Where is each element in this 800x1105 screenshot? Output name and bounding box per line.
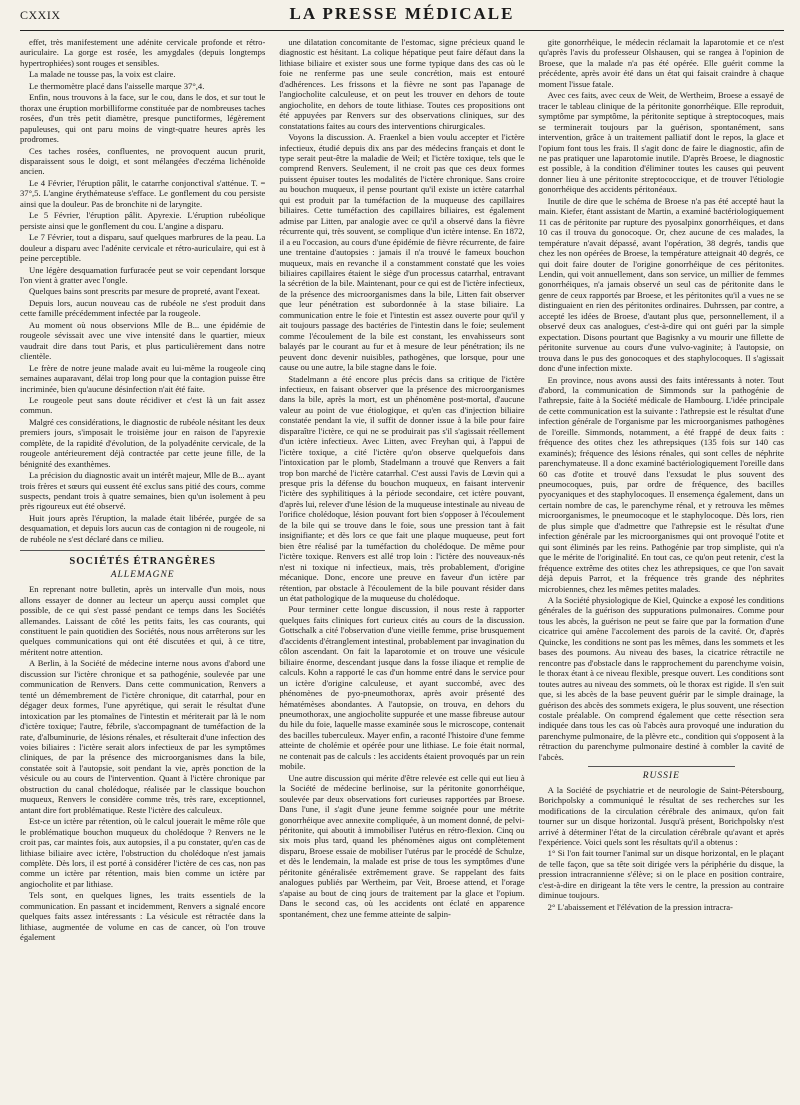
paragraph: Tels sont, en quelques lignes, les traits essentiels de la communication. En passant et incidemment, Renvers a signalé encore quelques faits assez intéressants : La vésicule est rétractée dans la lithiase, augmentée de volume en cas de cancer, où l'on trouve également [20, 890, 266, 943]
paragraph: Avec ces faits, avec ceux de Weit, de Wertheim, Broese a essayé de tracer le tableau clinique de la péritonite gonorrhéique. Elle reproduit, symptôme par symptôme, la péritonite septique à streptocoques, mais se terminerait toujours par la guérison, spontanément, sans intervention, grâce à un traitement palliatif dont le repos, la glace et l'opium font tous les frais. Il s'agit donc de faire le diagnostic, afin de ne pas pratiquer une laparotomie inutile. D'après Broese, le diagnostic est possible, à la condition d'éliminer toutes les causes qui peuvent donner lieu à une péritonite streptococcique, et de trouver l'étiologie gonorrhéique des accidents péritonéaux. [538, 90, 784, 195]
paragraph: Une autre discussion qui mérite d'être relevée est celle qui eut lieu à la Société de médecine berlinoise, sur la péritonite gonorrhéique, soulevée par deux observations fort curieuses rapportées par Broese. Dans l'une, il s'agit d'une jeune femme soignée pour une métrite gonorrhéique avec annexite compliquée, à un moment donné, de pelvi-péritonite, qui aboutit à immobiliser l'utérus en rétro-flexion. Cinq ou six mois plus tard, quand les phénomènes aigus ont complètement disparu, Broese essaie de mobiliser l'utérus par le procédé de Schulze, et dès le lendemain, la malade est prise de tous les symptômes d'une péritonite généralisée extrêmement grave. Se rappelant des faits analogues publiés par Wertheim, par Veit, Broese attend, et l'orage s'apaise au bout de cinq jours de traitement par la glace et l'opium. Dans le second cas, où les accidents ont éclaté en apparence spontanément, chez une femme atteinte de salpin- [279, 772, 525, 919]
paragraph: Malgré ces considérations, le diagnostic de rubéole nésitant les deux premiers jours, s'imposait le troisième jour en raison de l'apyrexie complète, de la rapidité d'évolution, de la polyadénite cervicale, de la rougeole antérieurement déjà contractée par cette jeune fille, de la bénignité des exanthèmes. [20, 416, 266, 469]
paragraph: Le frère de notre jeune malade avait eu lui-même la rougeole cinq semaines auparavant, délai trop long pour que la contagion puisse être incriminée, bien qu'aucune désinfection n'ait été faite. [20, 362, 266, 394]
journal-title: LA PRESSE MÉDICALE [289, 4, 515, 23]
paragraph: gite gonorrhéique, le médecin réclamait la laparotomie et ce n'est qu'après l'avis du professeur Olshausen, qui se rangea à l'opinion de Broese, que la malade n'a pas été opérée. Elle guérit comme la précédente, après avoir été dans un état qui faisait craindre à chaque moment l'issue fatale. [538, 37, 784, 89]
paragraph: A la Société physiologique de Kiel, Quincke a exposé les conditions générales de la guérison des suppurations pulmonaires. Comme pour tous les abcès, la guérison ne peut se faire que par la formation d'une cicatrice qui amène l'accolement des parois de la cavité. Or, d'après Quincke, les conditions ne sont pas les mêmes, dans les sommets et les bases des poumons. Au niveau des bases, la cicatrice rétractile ne rencontre pas d'obstacle dans le rapprochement du parenchyme voisin, le thorax étant à ce niveau flexible, presque ouvert. Les conditions sont toutes autres au niveau des sommets, où le thorax est rigide. Il s'en suit que, si les abcès de la base peuvent guérir par le simple drainage, la guérison des abcès des sommets exigera, le plus souvent, une résection costale préalable. On comprend également que cette résection sera indiquée dans tous les cas où l'abcès aura provoqué une induration du parenchyme pulmonaire, de la plèvre etc., condition qui s'opposent à la rétraction du parenchyme pulmonaire destiné à combler la cavité de l'abcès. [538, 595, 784, 762]
paragraph: La malade ne tousse pas, la voix est claire. [29, 69, 176, 80]
paragraph: En province, nous avons aussi des faits intéressants à noter. Tout d'abord, la communication de Simmonds sur la pathogénie de l'athrepsie, faite à la Société médicale de Hambourg. L'idée principale de cette communication est la suivante : l'athrepsie est le résultat d'une infection générale de l'organisme par les microorganismes pathogènes de l'oreille. Simmonds, notamment, a été frappé de deux faits : fréquence des otites chez les athrepsiques (135 fois sur 140 cas examinés); fréquence des lésions rénales, qui sont celles de néphrite parenchymateuse. Il a donc examiné bactériologiquement l'oreille dans 60 cas d'otite et trouvé dans l'exsudat le plus souvent des pneumocoques, puis, par ordre de fréquence, des bacilles pyocyaniques et des staphylocoques. Il ensemença également, dans un certain nombre de cas, le parenchyme rénal, et y retrouva les mêmes microorganismes, le pneumocoque et le staphylocoque. Dès lors, rien de plus simple que d'admettre que l'athrepsie est le résultat d'une infection générale par les microorganismes qui ont provoqué l'otite et qui sont éliminés par les reins. Pathogénie par trop simpliste, qui n'a que le mérite de l'originalité. En tout cas, ce qu'on peut retenir, c'est la fréquence extrême des otites chez les athrepsiques, ce que l'on savait déjà depuis Parrot, et la fréquence très grande des néphrites microbiennes, chez les mêmes petites malades. [538, 374, 784, 594]
paragraph: Le thermomètre placé dans l'aisselle marque 37°,4. [29, 80, 205, 91]
page-header [20, 4, 784, 31]
column-3 [539, 37, 784, 1097]
column-2-text [279, 37, 524, 919]
paragraph: Voyons la discussion. A. Fraenkel a bien voulu accepter et l'ictère infectieux, étudié depuis dix ans par des médecins français et dont le type serait peut-être la maladie de Weil; et l'ictère toxique, tels que le comprend Renvers. Seulement, il ne croit pas que ces deux formes puissent épuiser toutes les modalités de l'ictère chronique. Sans croire au bouchon muqueux, il pense pourtant qu'il existe un ictère catarrhal qui est produit par la tuméfaction de la muqueuse des capillaires biliaires. Cette tuméfaction des capillaires biliaires, est également admise par Litten, par analogie avec ce qu'il a observé dans la fièvre récurrente qui, très souvent, se complique d'un ictère intense. En 1872, il a eu l'occasion, au cours d'une épidémie de fièvre récurrente, de faire une trentaine d'autopsies : jamais il n'a trouvé le fameux bouchon muqueux, mais en revanche il a constamment constaté que les voies biliaires capillaires étaient le siège d'un processus catarrhal, entravant la sécrétion de la bile. Maintenant, pour ce qui est de l'ictère infectieux, de la présence des microorganismes dans la bile, Litten fait observer que leur pénétration est subordonnée à la stase biliaire. La communication entre le foie et l'intestin est assez ouverte pour qu'il y ait toujours passage des bactéries de l'intestin dans le foie; seulement comme l'écoulement de la bile est constant, les envahisseurs sont balayés par le courant au fur et à mesure de leur pénétration; ils ne peuvent donc devenir nuisibles, pathogènes, que lorsque, pour une cause ou une autre, la bile stagne dans le foie. [279, 132, 525, 373]
paragraph: Enfin, nous trouvons à la face, sur le cou, dans le dos, et sur tout le thorax une éruption morbilliforme constituée par de nombreuses taches rosées, d'un très petit diamètre, presque punctiformes, légèrement papuleuses, qui ont paru moins de vingt-quatre heures après les prodromes. [20, 92, 266, 145]
paragraph: 1° Si l'on fait tourner l'animal sur un disque horizontal, en le plaçant de telle façon, que sa tête soit dirigée vers la périphérie du disque, la pression intracrannienne s'élève; si on le place en position contraire, c'est-à-dire en dirigeant la tête vers le centre, la pression au contraire diminue toujours. [538, 848, 784, 901]
paragraph: 2° L'abaissement et l'élévation de la pression intracra- [547, 901, 733, 912]
section-divider [588, 766, 735, 767]
paragraph: Depuis lors, aucun nouveau cas de rubéole ne s'est produit dans cette famille précédemment infectée par la rougeole. [20, 297, 266, 319]
column-1 [20, 37, 265, 1097]
paragraph: effet, très manifestement une adénite cervicale profonde et rétro-auriculaire. La gorge est rosée, les amygdales (depuis longtemps hypertrophiées) sont rouges et sensibles. [20, 37, 266, 68]
paragraph: une dilatation concomitante de l'estomac, signe précieux quand le diagnostic est hésitant. La colique hépatique peut faire défaut dans la lithiase biliaire et exister sous une forme typique dans des cas où le foie ne renferme pas une seule concrétion, mais est entouré d'adhérences. Les frissons et la fièvre ne sont pas l'apanage de l'angiocholite calculeuse, et on peut les trouver en dehors de toute angiocholite, en dehors de toute lithiase. Toutes ces propositions ont été appuyées par Renvers sur des observations cliniques, sur des constatations faites au cours des interventions chirurgicales. [279, 37, 525, 131]
paragraph: Au moment où nous observions Mlle de B... une épidémie de rougeole sévissait avec une vive intensité dans le quartier, mieux vaudrait dire dans tout Paris, et plus particulièrement dans notre clientèle. [20, 319, 266, 362]
paragraph: Est-ce un ictère par rétention, où le calcul jouerait le même rôle que le problématique bouchon muqueux du cholédoque ? Renvers ne le croit pas, car maintes fois, aux autopsies, il a pu constater, qu'en cas de lithiase biliaire avec ictère, l'obstruction du cholédoque n'est jamais complète. Dès lors, il est porté à considérer l'ictère de ces cas, non pas comme un ictère par rétention, mais bien comme un ictère par angiocholite et par lithiase. [20, 816, 266, 889]
column-3-bottom-text [539, 785, 784, 912]
paragraph: A Berlin, à la Société de médecine interne nous avons d'abord une discussion sur l'ictère chronique et sa pathogénie, soulevée par une communication de Renvers. Dans cette communication, Renvers a tenté un démembrement de l'ictère chronique, dit catarrhal, pour en dégager deux formes, l'une apyrétique, qui serait le résultat d'une intoxication par les ptomaïnes de l'intestin et mériterait par là le nom d'ictère toxique; l'autre, fébrile, s'accompagnant de tuméfaction de la rate, d'albuminurie, de lésions rénales, et résulterait d'une infection des voies biliaires : l'ictère serait alors infectieux de par les symptômes cliniques, de par la présence des microorganismes dans la bile, constatée soit à l'autopsie, soit pendant la vie, après ponction de la vésicule ou au cours de l'intervention. Quant à l'ictère chronique par obstruction du canal cholédoque, réalisée par le classique bouchon muqueux, Renvers le considère comme très, très rare, exceptionnel, antant dire fort problématique. Reste l'ictère des calculeux. [20, 658, 266, 815]
paragraph: Le 7 Février, tout a disparu, sauf quelques marbrures de la peau. La douleur a disparu avec l'adénite cervicale et rétro-auriculaire, qui est à peine perceptible. [20, 232, 266, 264]
paragraph: Une légère desquamation furfuracée peut se voir cependant lorsque l'on vient à gratter avec l'ongle. [20, 264, 266, 285]
paragraph: A la Société de psychiatrie et de neurologie de Saint-Pétersbourg, Borichpolsky a communiqué le résultat de ses recherches sur les modifications de la circulation cérébrale des animaux, qu'on fait tourner sur un disque horizontal. Jusqu'à présent, Borichpolsky n'est arrivé à déterminer l'état de la circulation cérébrale qu'avant et après l'expérience. Voici quels sont les résultats qu'il a obtenus : [538, 784, 784, 847]
paragraph: La précision du diagnostic avait un intérêt majeur, Mlle de B... ayant trois frères et sœurs qui eussent été exclus sans pitié des cours, comme suspects, pendant trois à quatre semaines, bien qu'un isolement à peu près rigoureux eut été observé. [20, 470, 266, 512]
section-subtitle-russie: RUSSIE [642, 771, 680, 782]
column-1-top-text [20, 37, 265, 544]
paragraph: Le 4 Février, l'éruption pâlit, le catarrhe conjonctival s'atténue. T. = 37°,5. L'angine érythémateuse s'efface. Le gonflement du cou persiste ainsi que la douleur. Pas de bronchite ni de laryngite. [20, 177, 266, 209]
page-number: CXXIX [20, 8, 61, 22]
paragraph: Le rougeole peut sans doute récidiver et c'est là un fait assez commun. [20, 394, 266, 416]
paragraph: Quelques bains sont prescrits par mesure de propreté, avant l'exeat. [29, 286, 260, 297]
section-title: SOCIÉTÉS ÉTRANGÈRES [20, 550, 265, 567]
column-2 [279, 37, 524, 1097]
paragraph: Le 5 Février, l'éruption pâlit. Apyrexie. L'éruption rubéolique persiste ainsi que le gonflement du cou. L'angine a disparu. [20, 210, 266, 231]
paragraph: En reprenant notre bulletin, après un intervalle d'un mois, nous allons essayer de donner au lecteur un aperçu aussi complet que possible, de ce qui s'est passé pendant ce temps dans les Sociétés allemandes. Laissant de côté les petits faits, les cas courants, qui constituent le pain quotidien des Sociétés, nous nous arrêterons sur les quelques communications qui ont été discutées et qui, à ce titre, méritent notre attention. [20, 584, 266, 657]
columns [20, 37, 784, 1097]
paragraph: Inutile de dire que le schéma de Broese n'a pas été accepté haut la main. Kiefer, étant assistant de Martin, a examiné bactériologiquement 11 cas de péritonite par rupture des pyosalpinx gonorrhéiques, et dans 10 cas il trouva du gonocoque. Or, chez aucune de ces malades, la température n'avait dépassé, avant l'opération, 38 degrés, tandis que chez les non opérées de Broese, la température atteignait 40 degrés, ce qui doit faire douter de l'origine gonorrhéique de ces péritonites. Lendin, qui voit annuellement, dans son service, un millier de femmes gonorrhéiques, n'a jamais observé un seul cas de péritonite dans le genre de ceux rapportés par Broese, et les péritonites qu'il a vues ne se distinguaient en rien des péritonites ordinaires. Duhrssen, par contre, a accepté les idées de Broese, d'autant plus que, personnellement, il a observé deux cas analogues, c'est-à-dire qui ont guéri par la simple expectation. Disons pourtant que Bagisnky a vu mourir une fillette de péritonite survenue au cours d'une vulvo-vaginite; à l'autopsie, on trouva dans le pus des gonocoques et des staphylocoques. Il s'agissait donc d'une infection mixte. [538, 195, 784, 374]
section-subtitle-allemagne: ALLEMAGNE [110, 569, 175, 580]
column-1-bottom-text [20, 584, 265, 942]
paragraph: Stadelmann a été encore plus précis dans sa critique de l'ictère infectieux, en faisant observer que la présence des microorganismes dans la bile, après la mort, est un phénomène post-mortal, d'aucune valeur au point de vue étiologique, et qu'en cas d'injection biliaire constatée pendant la vie, il suffit de donner issue à la bile pour faire disparaître l'ictère, ce qui ne se produirait pas s'il s'agissait réellement d'un ictère infectieux. Avec Litten, avec Freyhan qui, à l'appui de l'ictère toxique, a cité l'ictère qu'on observe quelquefois dans l'intoxication par le plomb, Stadelmann a trouvé que Renvers a fait trop bon marché de l'ictère catarrhal. C'est aussi l'avis de Lœvin qui a presque pris la défense du bouchon muqueux, en faisant intervenir l'ictère des syphilitiques à la période secondaire, cet ictère pouvant, d'après lui, relever d'une lésion de la muqueuse intestinale au niveau de l'orifice cholédoque, lésion pouvant fort bien s'opposer à l'écoulement de la bile qui se trouve dans le foie, sous une pression tant à fait insignifiante; et dès lors ce que fait une plaque muqueuse, peut fort bien être réalisé par la tuméfaction du cholédoque. De même pour l'ictère toxique. Renvers est allé trop loin : l'ictère des nouveaux-nés n'est ni toxique ni infectieux, mais, très probablement, d'origine mécanique. Donc, encore une preuve en faveur d'un ictère par rétention, par obstacle à l'écoulement de la bile pouvant résider dans un état pathologique de la muqueuse du cholédoque. [279, 373, 525, 604]
paragraph: Ces taches rosées, confluentes, ne provoquent aucun prurit, disparaissent sous le doigt, et sont mélangées d'eczéma lichénoïde ancien. [20, 145, 266, 177]
column-3-top-text [539, 37, 784, 762]
paragraph: Pour terminer cette longue discussion, il nous reste à rapporter quelques faits cliniques fort curieux cités au cours de la discussion. Gottschalk a cité l'observation d'une vieille femme, prise brusquement d'accidents d'étranglement intestinal, probablement par invagination du côlon ascendant. On fait la laparotomie et on trouve une vésicule biliaire énorme, descendant jusque dans la fosse iliaque et remplie de calculs. Kohn a rapporté le cas d'un homme entré dans le service pour un ictère d'origine calculeuse, et ayant succombé, avec des phénomènes de pyo-pneumothorax, après avoir présenté des hématémèses abondantes. A l'autopsie, on trouva, en dehors du pneumothorax, une angiocholite suppurée et une masse fibreuse autour du hile du foie, laquelle masse examinée sous le microscope, contenait des bacilles tuberculeux. Mayer enfin, a raconté l'histoire d'une femme atteinte de cholémie et opérée pour une lithiase. Le foie était normal, ne contenait pas de calculs : les accidents étaient provoqués par un rein mobile. [279, 604, 525, 772]
paragraph: Huit jours après l'éruption, la malade était libérée, purgée de sa desquamation, et depuis lors aucun cas de contagion ni de rougeole, ni de rubéole ne s'est déclaré dans ce milieu. [20, 512, 266, 544]
